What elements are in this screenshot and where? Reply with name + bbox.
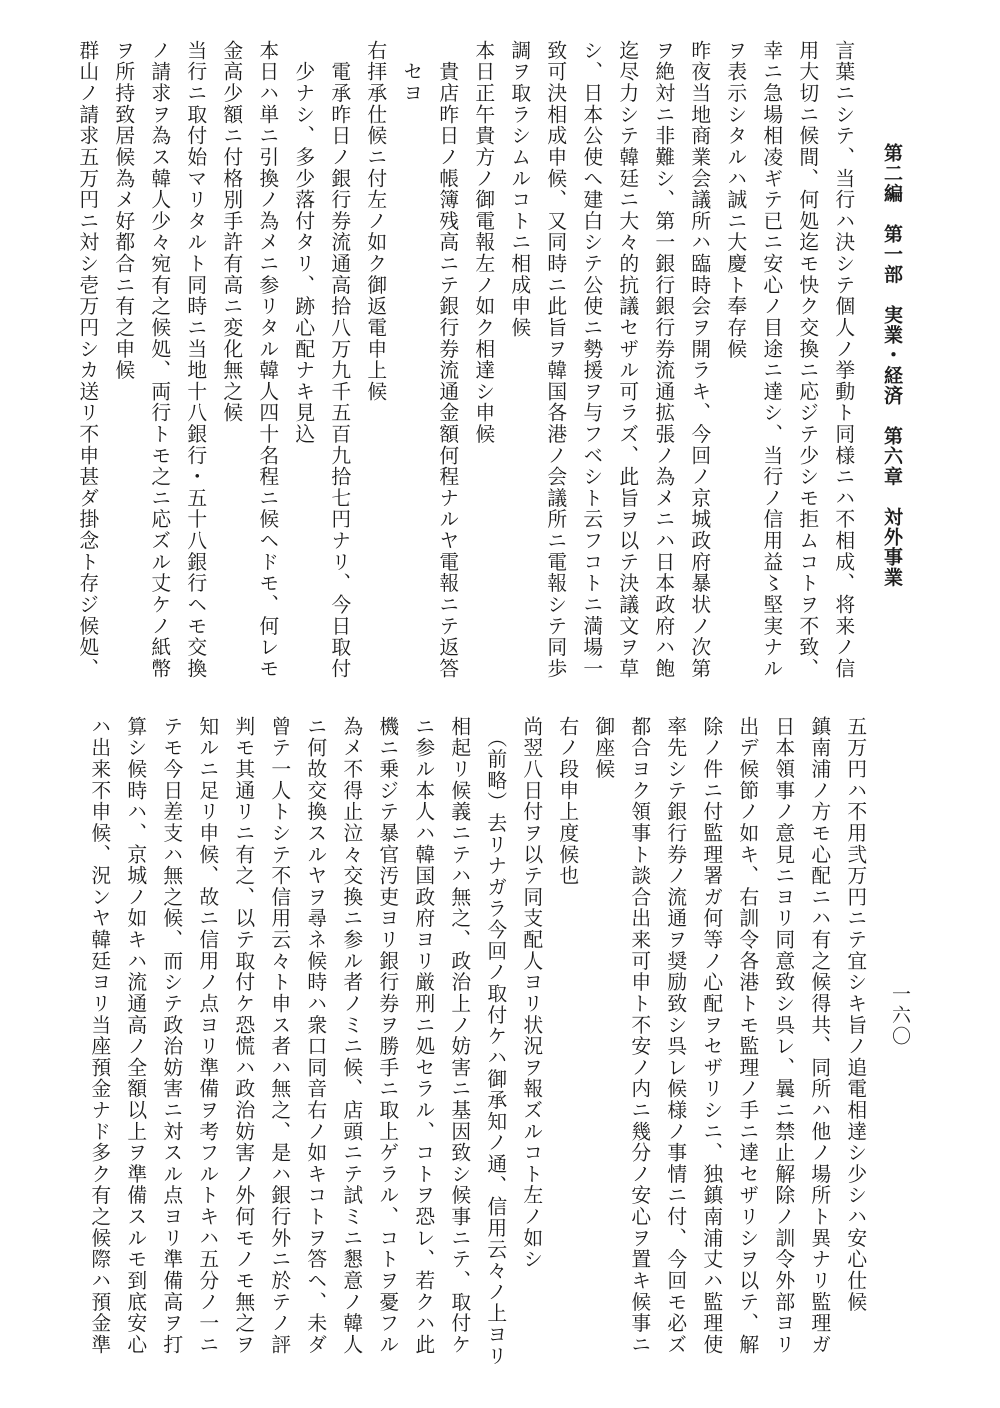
- text-line: 迄尽力シテ韓廷ニ大々的抗議セザル可ラズ、此旨ヲ以テ決議文ヲ草: [615, 40, 639, 680]
- text-line: 右拝承仕候ニ付左ノ如ク御返電申上候: [363, 40, 387, 403]
- text-line: 尚翌八日付ヲ以テ同支配人ヨリ状況ヲ報ズルコト左ノ如シ: [519, 716, 543, 1271]
- text-line: 曾テ一人トシテ不信用云々ト申ス者ハ無之、是ハ銀行外ニ於テノ評: [267, 716, 291, 1356]
- text-line: 鎮南浦ノ方モ心配ニハ有之候得共、同所ハ他ノ場所ト異ナリ監理ガ: [807, 716, 831, 1356]
- text-line: 出デ候節ノ如キ、右訓令各港トモ監理ノ手ニ達セザリシヲ以テ、解: [735, 716, 759, 1356]
- text-line: 為メ不得止泣々交換ニ参ル者ノミニ候、店頭ニテ試ミニ懇意ノ韓人: [339, 716, 363, 1356]
- text-line: テモ今日差支ハ無之候、而シテ政治妨害ニ対スル点ヨリ準備高ヲ打: [159, 716, 183, 1356]
- text-line: ニ参ル本人ハ韓国政府ヨリ厳刑ニ処セラル、コトヲ恐レ、若クハ此: [411, 716, 435, 1356]
- text-line: 本日ハ単ニ引換ノ為メニ参リタル韓人四十名程ニ候ヘドモ、何レモ: [255, 40, 279, 680]
- text-line: 電承昨日ノ銀行券流通高拾八万九千五百九拾七円ナリ、今日取付: [327, 40, 351, 680]
- text-line: 貴店昨日ノ帳簿残高ニテ銀行券流通金額何程ナルヤ電報ニテ返答: [435, 40, 459, 680]
- running-header: 第二編 第一部 実業・経済 第六章 対外事業: [881, 143, 903, 588]
- text-line: 右ノ段申上度候也: [555, 716, 579, 887]
- text-line: 機ニ乗ジテ暴官汚吏ヨリ銀行券ヲ勝手ニ取上ゲラル、コトヲ憂フル: [375, 716, 399, 1356]
- text-line: 昨夜当地商業会議所ハ臨時会ヲ開ラキ、今回ノ京城政府暴状ノ次第: [687, 40, 711, 680]
- text-line: 五万円ハ不用弐万円ニテ宜シキ旨ノ追電相達シ少シハ安心仕候: [843, 716, 867, 1313]
- text-line: 致可決相成申候、又同時ニ此旨ヲ韓国各港ノ会議所ニ電報シテ同歩: [543, 40, 567, 680]
- text-line: ヲ所持致居候為メ好都合ニ有之申候: [111, 40, 135, 381]
- text-line: セヨ: [399, 40, 423, 104]
- text-line: 算シ候時ハ、京城ノ如キハ流通高ノ全額以上ヲ準備スルモ到底安心: [123, 716, 147, 1356]
- text-line: 金高少額ニ付格別手許有高ニ変化無之候: [219, 40, 243, 424]
- text-line: 本日正午貴方ノ御電報左ノ如ク相達シ申候: [471, 40, 495, 445]
- text-line: 言葉ニシテ、当行ハ決シテ個人ノ挙動ト同様ニハ不相成、将来ノ信: [831, 40, 855, 680]
- text-line: 都合ヨク領事ト談合出来可申ト不安ノ内ニ幾分ノ安心ヲ置キ候事ニ: [627, 716, 651, 1356]
- text-line: 当行ニ取付始マリタルト同時ニ当地十八銀行・五十八銀行ヘモ交換: [183, 40, 207, 680]
- text-line: シ、日本公使へ建白シテ公使ニ勢援ヲ与フベシト云フコトニ満場一: [579, 40, 603, 680]
- text-line: 用大切ニ候間、何処迄モ快ク交換ニ応ジテ少シモ拒ムコトヲ不致、: [795, 40, 819, 680]
- text-line: ニ何故交換スルヤヲ尋ネ候時ハ衆口同音右ノ如キコトヲ答ヘ、未ダ: [303, 716, 327, 1356]
- text-line: 幸ニ急場相凌ギテ已ニ安心ノ目途ニ達シ、当行ノ信用益〻堅実ナル: [759, 40, 783, 680]
- text-line: 除ノ件ニ付監理署ガ何等ノ心配ヲセザリシニ、独鎮南浦丈ハ監理使: [699, 716, 723, 1356]
- page-number: 一六〇: [889, 984, 911, 1047]
- text-line: 調ヲ取ラシムルコトニ相成申候: [507, 40, 531, 339]
- text-line: ノ請求ヲ為ス韓人少々宛有之候処、両行トモ之ニ応ズル丈ケノ紙幣: [147, 40, 171, 680]
- text-line: ヲ表示シタルハ誠ニ大慶ト奉存候: [723, 40, 747, 360]
- text-line: 日本領事ノ意見ニヨリ同意致シ呉レ、曩ニ禁止解除ノ訓令外部ヨリ: [771, 716, 795, 1356]
- text-line: （前略）去リナガラ今回ノ取付ケハ御承知ノ通、信用云々ノ上ヨリ: [483, 716, 507, 1367]
- text-line: 判モ其通リニ有之、以テ取付ケ恐慌ハ政治妨害ノ外何モノモ無之ヲ: [231, 716, 255, 1356]
- text-line: 群山ノ請求五万円ニ対シ壱万円シカ送リ不申甚ダ掛念ト存ジ候処、: [75, 40, 99, 680]
- text-line: 率先シテ銀行券ノ流通ヲ奨励致シ呉レ候様ノ事情ニ付、今回モ必ズ: [663, 716, 687, 1356]
- text-line: 少ナシ、多少落付タリ、跡心配ナキ見込: [291, 40, 315, 445]
- text-line: 相起リ候義ニテハ無之、政治上ノ妨害ニ基因致シ候事ニテ、取付ケ: [447, 716, 471, 1356]
- text-line: 知ルニ足リ申候、故ニ信用ノ点ヨリ準備ヲ考フルトキハ五分ノ一ニ: [195, 716, 219, 1356]
- text-line: 御座候: [591, 716, 615, 780]
- text-line: ヲ絶対ニ非難シ、第一銀行銀行券流通拡張ノ為メニハ日本政府ハ飽: [651, 40, 675, 680]
- text-line: ハ出来不申候、況ンヤ韓廷ヨリ当座預金ナド多ク有之候際ハ預金準: [87, 716, 111, 1356]
